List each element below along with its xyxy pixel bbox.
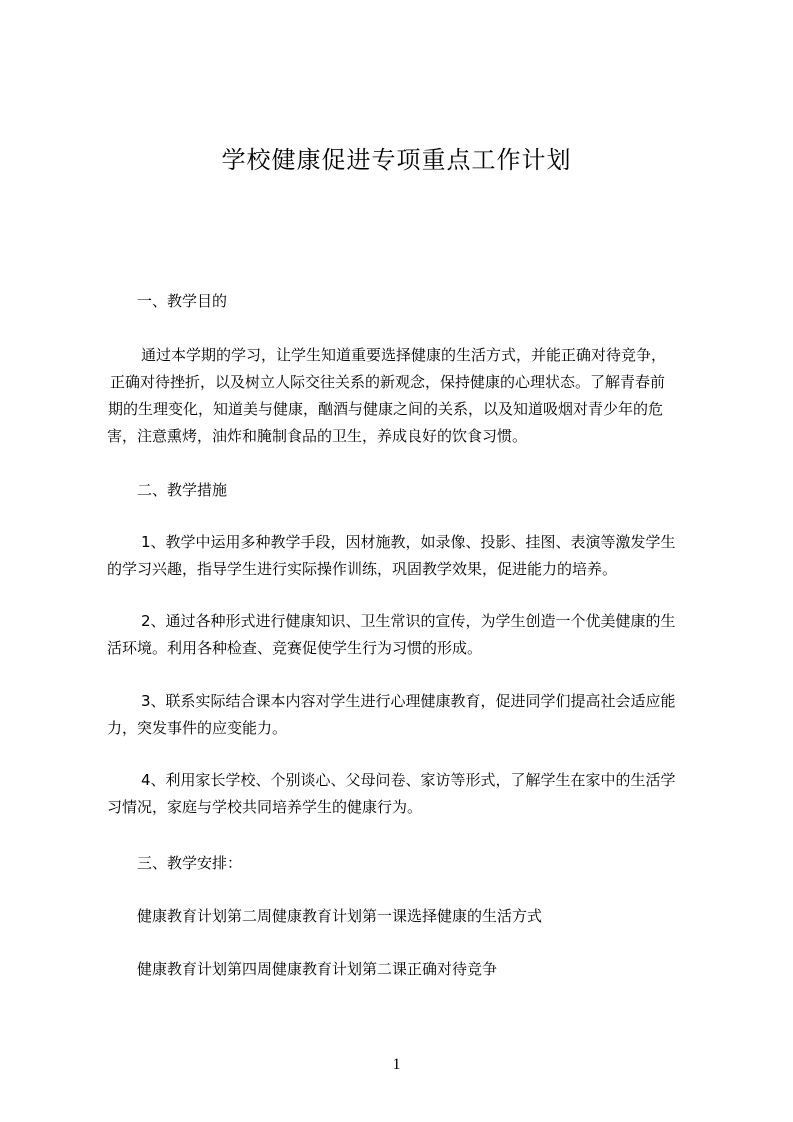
section-heading: 一、教学目的 — [137, 292, 228, 310]
paragraph-line: 通过本学期的学习，让学生知道重要选择健康的生活方式，并能正确对待竞争， — [141, 346, 667, 364]
paragraph-line: 3、联系实际结合课本内容对学生进行心理健康教育，促进同学们提高社会适应能 — [141, 692, 676, 710]
document-title: 学校健康促进专项重点工作计划 — [221, 146, 572, 174]
schedule-line: 健康教育计划第二周健康教育计划第一课选择健康的生活方式 — [137, 907, 543, 925]
page-number: 1 — [392, 1056, 401, 1073]
section-heading: 二、教学措施 — [137, 481, 228, 499]
paragraph-line: 活环境。利用各种检查、竞赛促使学生行为习惯的形成。 — [107, 639, 483, 657]
paragraph-line: 2、通过各种形式进行健康知识、卫生常识的宣传，为学生创造一个优美健康的生 — [141, 612, 676, 630]
section-heading: 三、教学安排： — [137, 854, 243, 872]
paragraph-line: 害，注意熏烤，油炸和腌制食品的卫生，养成良好的饮食习惯。 — [107, 427, 528, 445]
paragraph-line: 的学习兴趣，指导学生进行实际操作训练，巩固教学效果，促进能力的培养。 — [107, 560, 618, 578]
paragraph-line: 4、利用家长学校、个别谈心、父母问卷、家访等形式，了解学生在家中的生活学 — [141, 771, 676, 789]
paragraph-line: 正确对待挫折，以及树立人际交往关系的新观念，保持健康的心理状态。了解青春前 — [110, 373, 666, 391]
paragraph-line: 力，突发事件的应变能力。 — [107, 719, 288, 737]
paragraph-line: 期的生理变化，知道美与健康，酗酒与健康之间的关系，以及知道吸烟对青少年的危 — [108, 400, 664, 418]
paragraph-line: 1、教学中运用多种教学手段，因材施教，如录像、投影、挂图、表演等激发学生 — [141, 533, 676, 551]
schedule-line: 健康教育计划第四周健康教育计划第二课正确对待竞争 — [137, 960, 498, 978]
paragraph-line: 习情况，家庭与学校共同培养学生的健康行为。 — [107, 798, 423, 816]
